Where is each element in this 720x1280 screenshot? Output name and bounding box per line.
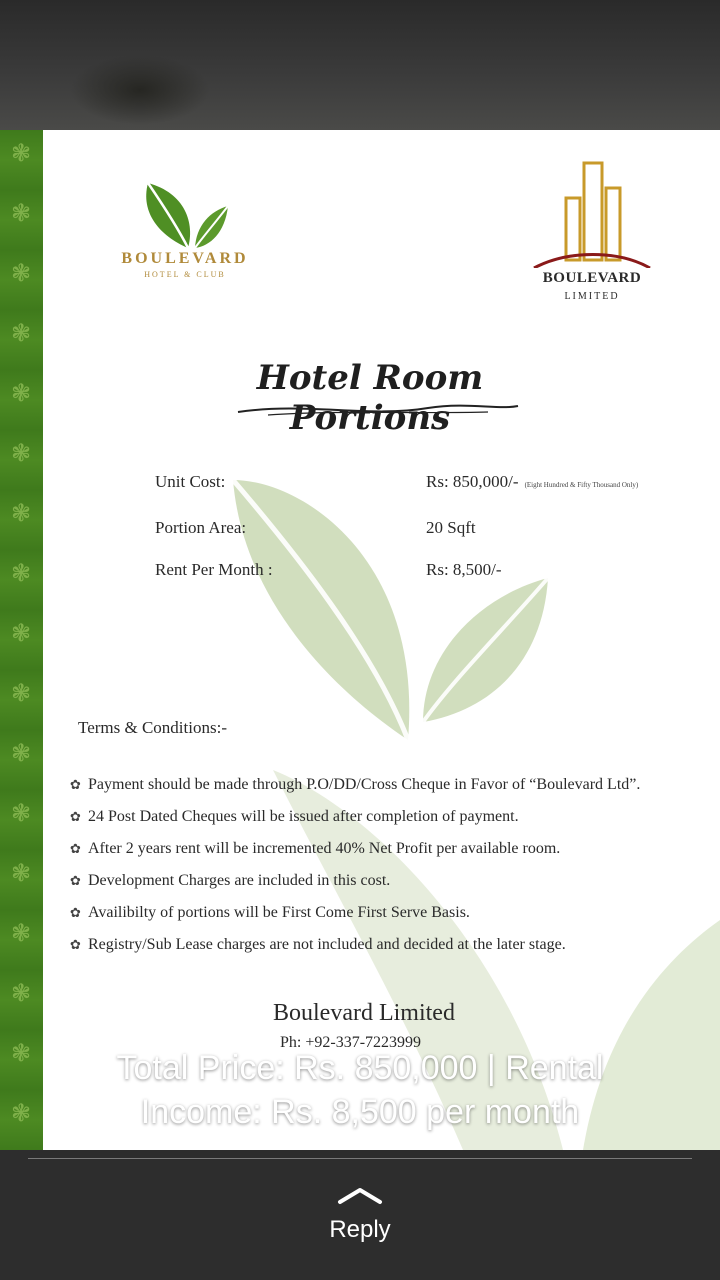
term-text: 24 Post Dated Cheques will be issued after completion of payment.	[88, 808, 519, 825]
decorative-green-strip	[0, 130, 43, 1150]
term-item	[70, 936, 566, 954]
blurred-background-top	[0, 0, 720, 130]
term-text: Development Charges are included in this cost.	[88, 872, 391, 889]
flower-ornament-icon: ❃	[10, 139, 32, 167]
flower-ornament-icon: ❃	[10, 379, 32, 407]
term-text: After 2 years rent will be incremented 40% Net Profit per available room.	[88, 840, 561, 857]
term-text: Registry/Sub Lease charges are not included and decided at the later stage.	[88, 936, 566, 953]
flower-ornament-icon: ❃	[10, 199, 32, 227]
boulevard-limited-logo	[528, 158, 656, 308]
boulevard-hotel-logo	[100, 178, 270, 288]
building-logo-icon	[528, 158, 656, 268]
flower-ornament-icon: ❃	[10, 679, 32, 707]
flower-ornament-icon: ❃	[10, 799, 32, 827]
logo-sub-text: HOTEL & CLUB	[144, 270, 226, 279]
signature-phone: Ph: +92-337-7223999	[280, 1034, 422, 1051]
term-item	[70, 840, 560, 858]
caption-line-2: Income: Rs. 8,500 per month	[140, 1093, 580, 1131]
caption-line-1: Total Price: Rs. 850,000 | Rental	[116, 1049, 604, 1087]
unit-cost-value: Rs: 850,000/-	[426, 472, 519, 491]
flower-ornament-icon: ❃	[10, 559, 32, 587]
term-item	[70, 872, 390, 890]
unit-cost-note: (Eight Hundred & Fifty Thousand Only)	[524, 481, 639, 489]
term-text: Availibilty of portions will be First Come First Serve Basis.	[88, 904, 470, 921]
flower-ornament-icon: ❃	[10, 1039, 32, 1067]
flower-ornament-icon: ❃	[10, 319, 32, 347]
flower-bullet-icon: ✿	[70, 842, 81, 857]
logo-brand-text: BOULEVARD	[542, 270, 642, 286]
term-item	[70, 776, 640, 794]
detail-value: 20 Sqft	[426, 518, 476, 537]
flower-bullet-icon: ✿	[70, 810, 81, 825]
term-item	[70, 904, 470, 922]
flower-bullet-icon: ✿	[70, 778, 81, 793]
detail-value: Rs: 8,500/-	[426, 560, 502, 579]
detail-label: Portion Area:	[155, 518, 247, 537]
flower-bullet-icon: ✿	[70, 938, 81, 953]
terms-heading: Terms & Conditions:-	[78, 718, 227, 737]
flower-ornament-icon: ❃	[10, 739, 32, 767]
flower-ornament-icon: ❃	[10, 1099, 32, 1127]
divider	[28, 1158, 692, 1159]
title-flourish	[228, 400, 528, 420]
chevron-up-icon[interactable]	[336, 1184, 384, 1206]
logo-brand-text: BOULEVARD	[121, 250, 249, 267]
flower-ornament-icon: ❃	[10, 919, 32, 947]
reply-button[interactable]: Reply	[329, 1216, 391, 1243]
flower-ornament-icon: ❃	[10, 439, 32, 467]
status-caption	[20, 1046, 700, 1134]
reply-bar[interactable]	[0, 1150, 720, 1280]
term-item	[70, 808, 519, 826]
detail-label: Rent Per Month :	[155, 560, 273, 579]
flower-bullet-icon: ✿	[70, 906, 81, 921]
flower-ornament-icon: ❃	[10, 979, 32, 1007]
flower-ornament-icon: ❃	[10, 259, 32, 287]
flower-bullet-icon: ✿	[70, 874, 81, 889]
term-text: Payment should be made through P.O/DD/Cross Cheque in Favor of “Boulevard Ltd”.	[88, 776, 641, 793]
signature-company: Boulevard Limited	[273, 1000, 455, 1026]
detail-value	[426, 472, 638, 492]
logo-sub-text: LIMITED	[564, 291, 620, 302]
flower-ornament-icon: ❃	[10, 499, 32, 527]
flower-ornament-icon: ❃	[10, 859, 32, 887]
flower-ornament-icon: ❃	[10, 619, 32, 647]
detail-label: Unit Cost:	[155, 472, 226, 491]
flyer-image	[0, 130, 720, 1150]
blurred-shape	[70, 55, 210, 125]
flyer-title: Hotel Room Portions	[256, 358, 484, 438]
